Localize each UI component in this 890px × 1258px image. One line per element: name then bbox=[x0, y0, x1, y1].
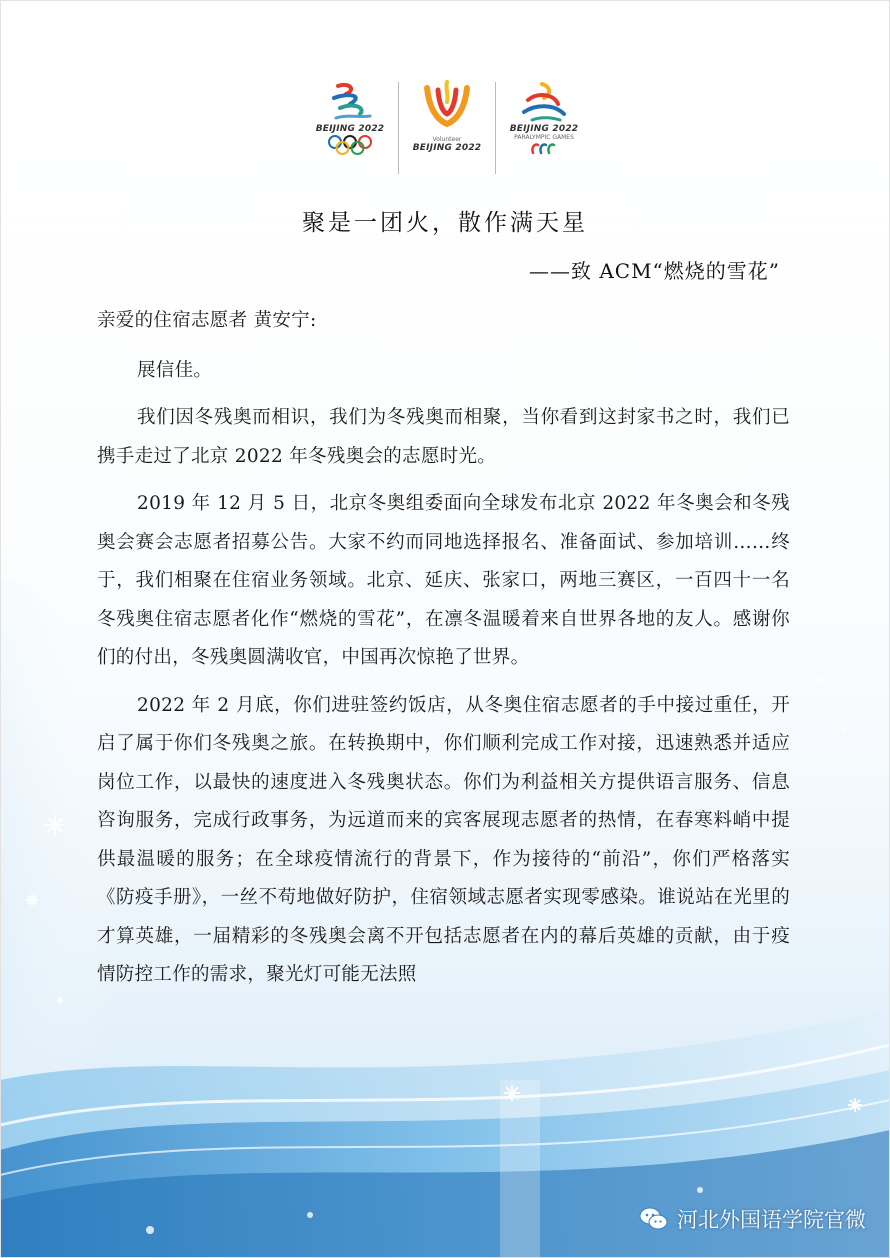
salutation: 亲爱的住宿志愿者 黄安宁: bbox=[97, 310, 317, 331]
paragraph-greeting: 展信佳。 bbox=[137, 359, 213, 381]
beijing-2022-paralympic-logo bbox=[496, 80, 592, 176]
paralympic-logo-subcaption: PARALYMPIC GAMES bbox=[514, 134, 574, 141]
paralympic-emblem-icon bbox=[514, 80, 574, 124]
volunteer-logo-caption: BEIJING 2022 bbox=[412, 143, 482, 153]
watermark-text: 河北外国语学院官微 bbox=[677, 1208, 866, 1232]
volunteer-emblem-icon bbox=[421, 80, 473, 136]
wechat-icon bbox=[639, 1206, 669, 1232]
beijing-2022-olympic-logo bbox=[302, 80, 398, 176]
paralympic-logo-caption: BEIJING 2022 bbox=[509, 124, 579, 134]
games-logo-row bbox=[302, 80, 592, 176]
letter-subtitle: ——致 ACM“燃烧的雪花” bbox=[528, 259, 780, 283]
agitos-icon bbox=[529, 141, 559, 157]
paragraph-service: 2022 年 2 月底，你们进驻签约饭店，从冬奥住宿志愿者的手中接过重任，开启了属于你们冬残奥之旅。在转换期中，你们顺利完成工作对接，迅速熟悉并适应岗位工作，以最快的速度进入冬残奥状态。你们为利益相关方提供语言服务、信息咨询服务，完成行政事务，为远道而来的宾客展现志愿者的热情，在春寒料峭中提供最温暖的服务；在全球疫情流行的背景下，作为接待的“前沿”，你们严格落实《防疫手册》，一丝不苟地做好防护，住宿领域志愿者实现零感染。谁说站在光里的才算英雄，一届精彩的冬残奥会离不开包括志愿者在内的幕后英雄的贡献，由于疫情防控工作的需求，聚光灯可能无法照 bbox=[97, 694, 790, 985]
volunteer-logo-subcaption: Volunteer bbox=[432, 136, 462, 143]
letter-body bbox=[97, 302, 790, 1004]
paragraph-intro: 我们因冬残奥而相识，我们为冬残奥而相聚，当你看到这封家书之时，我们已携手走过了北京 2022 年冬残奥会的志愿时光。 bbox=[97, 407, 790, 467]
olympic-rings-icon bbox=[326, 134, 374, 156]
wechat-watermark bbox=[639, 1204, 866, 1234]
olympic-logo-caption: BEIJING 2022 bbox=[315, 124, 385, 134]
olympic-emblem-icon bbox=[320, 80, 380, 124]
letter-title: 聚是一团火，散作满天星 bbox=[302, 210, 588, 236]
paragraph-recruitment: 2019 年 12 月 5 日，北京冬奥组委面向全球发布北京 2022 年冬奥会和冬残奥会赛会志愿者招募公告。大家不约而同地选择报名、准备面试、参加培训……终于，我们相聚在住宿业务领域。北京、延庆、张家口，两地三赛区，一百四十一名冬残奥住宿志愿者化作“燃烧的雪花”，在凛冬温暖着来自世界各地的友人。感谢你们的付出，冬残奥圆满收官，中国再次惊艳了世界。 bbox=[97, 493, 790, 668]
beijing-2022-volunteer-logo bbox=[399, 80, 495, 176]
